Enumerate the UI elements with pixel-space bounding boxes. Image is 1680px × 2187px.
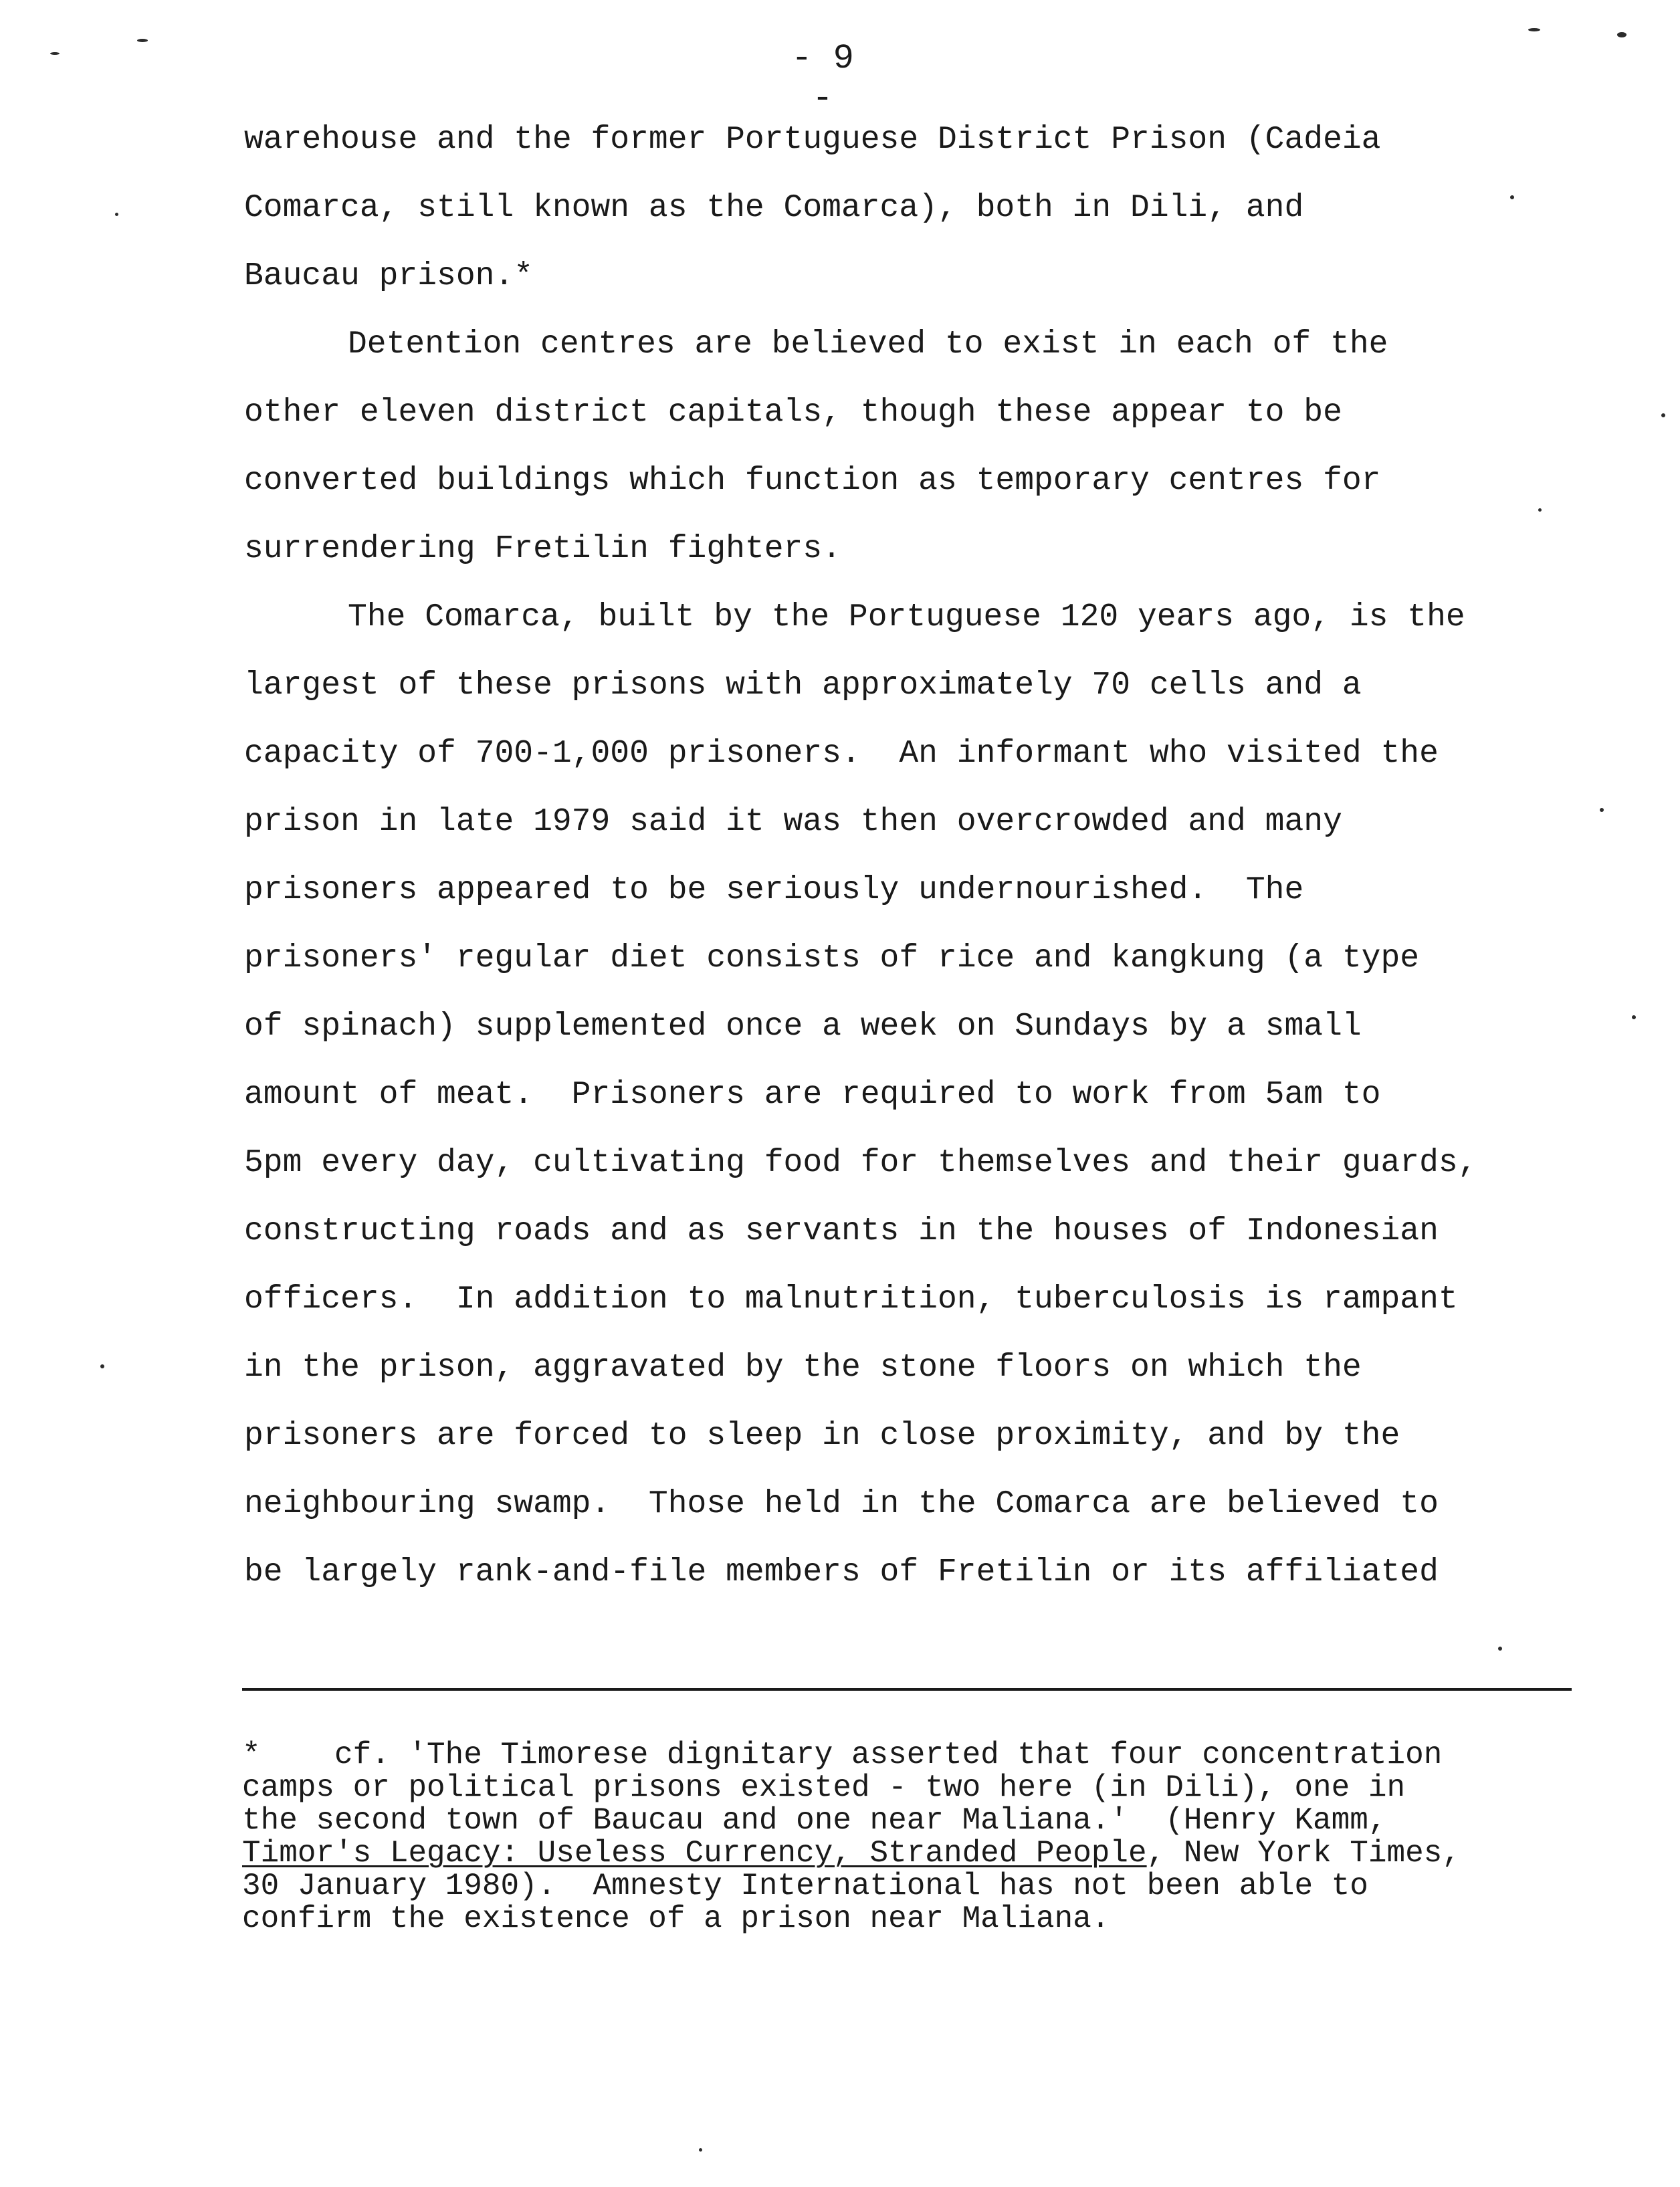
footnote-line: confirm the existence of a prison near Maliana.: [242, 1901, 1110, 1936]
scan-speck: [1538, 508, 1542, 512]
text-line: largest of these prisons with approximately 70 cells and a: [244, 667, 1362, 704]
scan-speck: [115, 213, 118, 216]
scan-speck: [1661, 413, 1665, 417]
footnote-line: 30 January 1980). Amnesty International has not been able to: [242, 1869, 1368, 1903]
scan-speck: [699, 2148, 702, 2152]
paragraph: [244, 583, 1568, 1606]
scan-speck: [100, 1364, 104, 1368]
text-line: Baucau prison.*: [244, 258, 534, 294]
scan-speck: [1498, 1647, 1502, 1651]
text-line: neighbouring swamp. Those held in the Comarca are believed to: [244, 1486, 1439, 1522]
paragraph: [244, 310, 1568, 583]
text-line: be largely rank-and-file members of Fretilin or its affiliated: [244, 1554, 1439, 1590]
footnote-line: * cf. 'The Timorese dignitary asserted that four concentration: [242, 1738, 1443, 1772]
text-line: in the prison, aggravated by the stone floors on which the: [244, 1350, 1362, 1386]
footnote-divider: [242, 1688, 1572, 1691]
paragraph: [244, 106, 1568, 310]
scan-speck: [137, 39, 148, 42]
text-line: converted buildings which function as temporary centres for: [244, 463, 1381, 499]
text-line: Detention centres are believed to exist in each of the: [348, 326, 1388, 362]
scan-speck: [50, 52, 60, 55]
text-line: warehouse and the former Portuguese District Prison (Cadeia: [244, 122, 1381, 158]
footnote-line: the second town of Baucau and one near Maliana.' (Henry Kamm,: [242, 1803, 1387, 1838]
text-line: capacity of 700-1,000 prisoners. An informant who visited the: [244, 736, 1439, 772]
text-line: other eleven district capitals, though these appear to be: [244, 395, 1342, 431]
text-line: prisoners' regular diet consists of rice and kangkung (a type: [244, 940, 1420, 976]
footnote-line: [242, 1837, 1580, 1870]
body-text: [244, 106, 1568, 1606]
scan-speck: [1617, 32, 1626, 37]
text-line: Comarca, still known as the Comarca), both in Dili, and: [244, 190, 1304, 226]
citation-source: , New York Times,: [1146, 1836, 1461, 1871]
text-line: of spinach) supplemented once a week on Sundays by a small: [244, 1009, 1362, 1045]
text-line: amount of meat. Prisoners are required to work from 5am to: [244, 1077, 1381, 1113]
scan-speck: [1510, 195, 1514, 199]
scan-speck: [1632, 1015, 1636, 1019]
text-line: prisoners appeared to be seriously undernourished. The: [244, 872, 1304, 908]
footnote: [242, 1739, 1580, 1936]
scan-speck: [1528, 28, 1540, 31]
cited-article-title: Timor's Legacy: Useless Currency, Stranded People: [242, 1836, 1147, 1871]
text-line: officers. In addition to malnutrition, tuberculosis is rampant: [244, 1281, 1458, 1318]
page-number: - 9 -: [791, 39, 854, 118]
text-line: prison in late 1979 said it was then overcrowded and many: [244, 804, 1342, 840]
text-line: The Comarca, built by the Portuguese 120 years ago, is the: [348, 599, 1465, 635]
text-line: surrendering Fretilin fighters.: [244, 531, 841, 567]
text-line: constructing roads and as servants in the houses of Indonesian: [244, 1213, 1439, 1249]
text-line: 5pm every day, cultivating food for themselves and their guards,: [244, 1145, 1477, 1181]
footnote-line: camps or political prisons existed - two here (in Dili), one in: [242, 1770, 1406, 1805]
scan-speck: [1600, 808, 1604, 812]
text-line: prisoners are forced to sleep in close proximity, and by the: [244, 1418, 1400, 1454]
